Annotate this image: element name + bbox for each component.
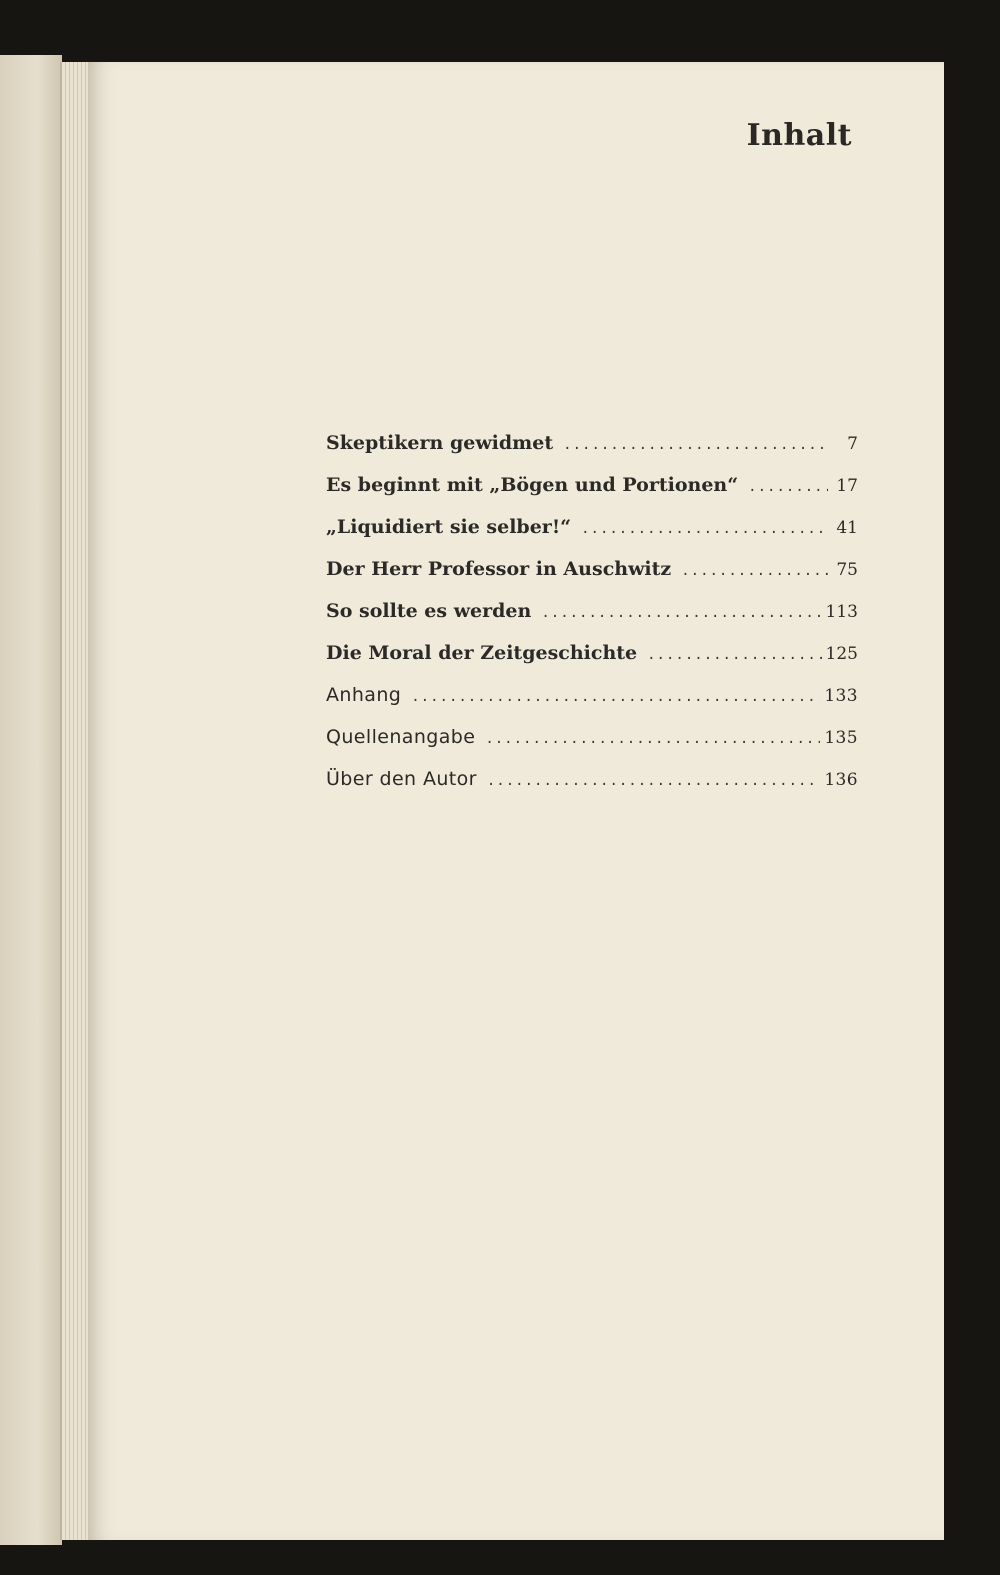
toc-entry-page: 125 <box>825 644 858 664</box>
dot-leader <box>681 563 828 579</box>
toc-entry <box>326 726 858 768</box>
toc-entry-label: „Liquidiert sie selber!“ <box>326 516 572 538</box>
toc-entry-page: 135 <box>824 728 858 748</box>
dot-leader <box>647 647 821 663</box>
dot-leader <box>485 731 820 747</box>
toc-entry <box>326 642 858 684</box>
toc-entry-label: Der Herr Professor in Auschwitz <box>326 558 672 580</box>
toc-entry-page: 17 <box>836 476 858 496</box>
toc-entry <box>326 474 858 516</box>
dot-leader <box>487 773 820 789</box>
toc-entry-label: Quellenangabe <box>326 726 476 748</box>
dot-leader <box>563 437 828 453</box>
table-of-contents <box>326 432 858 810</box>
toc-entry <box>326 558 858 600</box>
toc-entry <box>326 768 858 810</box>
dot-leader <box>748 479 828 495</box>
toc-entry <box>326 432 858 474</box>
toc-entry <box>326 600 858 642</box>
dot-leader <box>541 605 821 621</box>
dot-leader <box>581 521 828 537</box>
toc-entry-label: Es beginnt mit „Bögen und Portionen“ <box>326 474 739 496</box>
toc-entry-page: 113 <box>825 602 858 622</box>
dot-leader <box>411 689 820 705</box>
toc-entry <box>326 516 858 558</box>
page-title: Inhalt <box>746 118 852 153</box>
page-edge-stack <box>60 62 90 1540</box>
toc-entry-page: 133 <box>824 686 858 706</box>
toc-entry-page: 7 <box>847 434 858 454</box>
left-facing-page <box>0 55 62 1545</box>
toc-entry-label: So sollte es werden <box>326 600 532 622</box>
toc-entry-label: Skeptikern gewidmet <box>326 432 554 454</box>
book-page <box>88 62 944 1540</box>
toc-entry-page: 41 <box>836 518 858 538</box>
toc-entry <box>326 684 858 726</box>
toc-entry-page: 136 <box>824 770 858 790</box>
toc-entry-label: Anhang <box>326 684 402 706</box>
toc-entry-label: Über den Autor <box>326 768 477 790</box>
toc-entry-label: Die Moral der Zeitgeschichte <box>326 642 638 664</box>
toc-entry-page: 75 <box>836 560 858 580</box>
